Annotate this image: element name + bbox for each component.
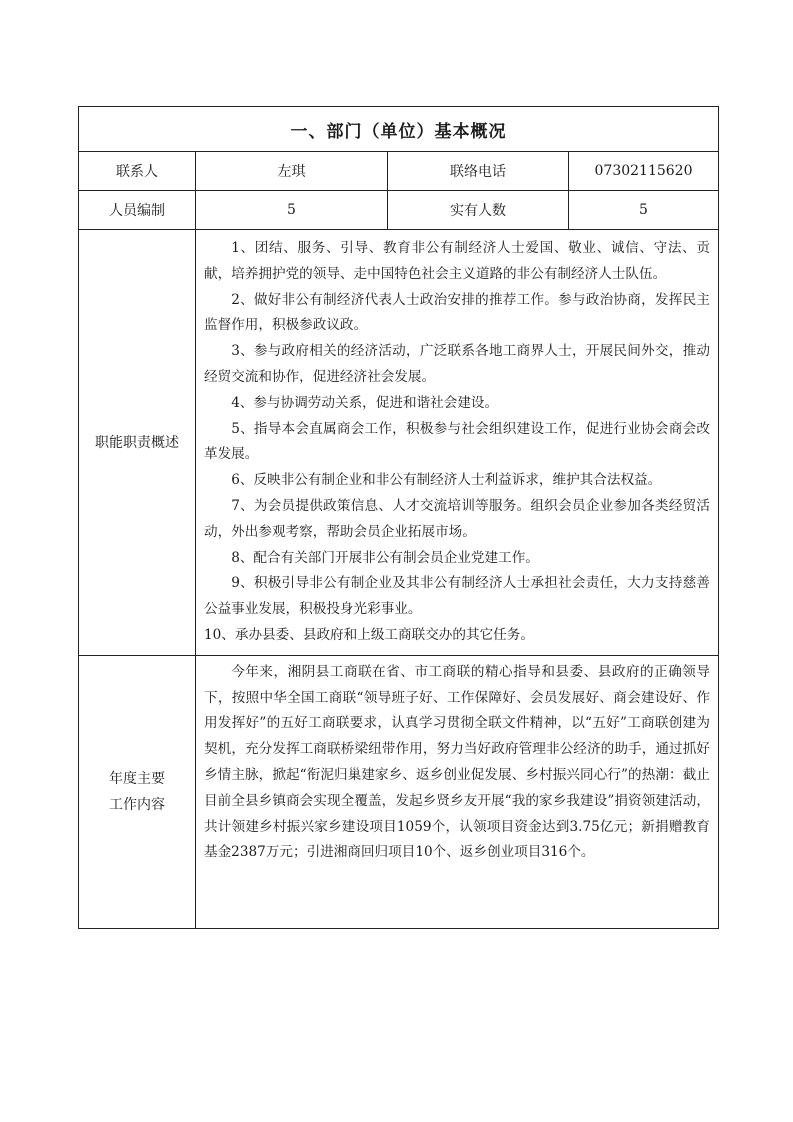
section-title: 一、部门（单位）基本概况 [79, 107, 719, 152]
contact-label: 联系人 [79, 152, 196, 191]
staffing-row [79, 191, 719, 230]
functions-row [79, 230, 719, 656]
function-item: 5、指导本会直属商会工作，积极参与社会组织建设工作，促进行业协会商会改革发展。 [204, 420, 710, 463]
staffing-value: 5 [196, 191, 388, 230]
annual-work-row [79, 655, 719, 928]
function-item: 10、承办县委、县政府和上级工商联交办的其它任务。 [204, 626, 534, 643]
annual-work-content [196, 655, 719, 928]
actual-staff-label: 实有人数 [388, 191, 569, 230]
annual-work-text: 今年来，湘阴县工商联在省、市工商联的精心指导和县委、县政府的正确领导下，按照中华全国工商联“领导班子好、工作保障好、会员发展好、商会建设好、作用发挥好”的五好工商联要求，认真学习贯彻全联文件精神，以“五好”工商联创建为契机，充分发挥工商联桥梁纽带作用，努力当好政府管理非公经济的助手，通过抓好乡情主脉，掀起“衔泥归巢建家乡、返乡创业促发展、乡村振兴同心行”的热潮：截止目前全县乡镇商会实现全覆盖，发起乡贤乡友开展“我的家乡我建设”捐资领建活动，共计领建乡村振兴家乡建设项目1059个，认领项目资金达到3.75亿元；新捐赠教育基金2387万元；引进湘商回归项目10个、返乡创业项目316个。 [204, 663, 710, 861]
function-item: 8、配合有关部门开展非公有制会员企业党建工作。 [231, 549, 539, 566]
actual-staff-value: 5 [569, 191, 719, 230]
functions-content [196, 230, 719, 656]
basic-info-sheet [78, 106, 718, 929]
function-item: 6、反映非公有制企业和非公有制经济人士利益诉求，维护其合法权益。 [231, 472, 662, 489]
annual-work-label-line2: 工作内容 [109, 796, 165, 813]
function-item: 4、参与协调劳动关系，促进和谐社会建设。 [231, 394, 499, 411]
function-item: 9、积极引导非公有制企业及其非公有制经济人士承担社会责任，大力支持慈善公益事业发展，积极投身光彩事业。 [204, 575, 710, 618]
phone-label: 联络电话 [388, 152, 569, 191]
function-item: 3、参与政府相关的经济活动，广泛联系各地工商界人士，开展民间外交，推动经贸交流和协作，促进经济社会发展。 [204, 343, 710, 385]
contact-row [79, 152, 719, 191]
basic-info-table [78, 106, 719, 929]
annual-work-label-line1: 年度主要 [109, 770, 165, 787]
annual-work-label [79, 655, 196, 928]
functions-label: 职能职责概述 [79, 230, 196, 656]
function-item: 7、为会员提供政策信息、人才交流培训等服务。组织会员企业参加各类经贸活动，外出参观考察，帮助会员企业拓展市场。 [204, 497, 710, 540]
function-item: 1、团结、服务、引导、教育非公有制经济人士爱国、敬业、诚信、守法、贡献，培养拥护党的领导、走中国特色社会主义道路的非公有制经济人士队伍。 [204, 240, 710, 282]
staffing-label: 人员编制 [79, 191, 196, 230]
function-item: 2、做好非公有制经济代表人士政治安排的推荐工作。参与政治协商，发挥民主监督作用，积极参政议政。 [204, 291, 710, 334]
phone-value: 07302115620 [569, 152, 719, 191]
contact-name: 左琪 [196, 152, 388, 191]
